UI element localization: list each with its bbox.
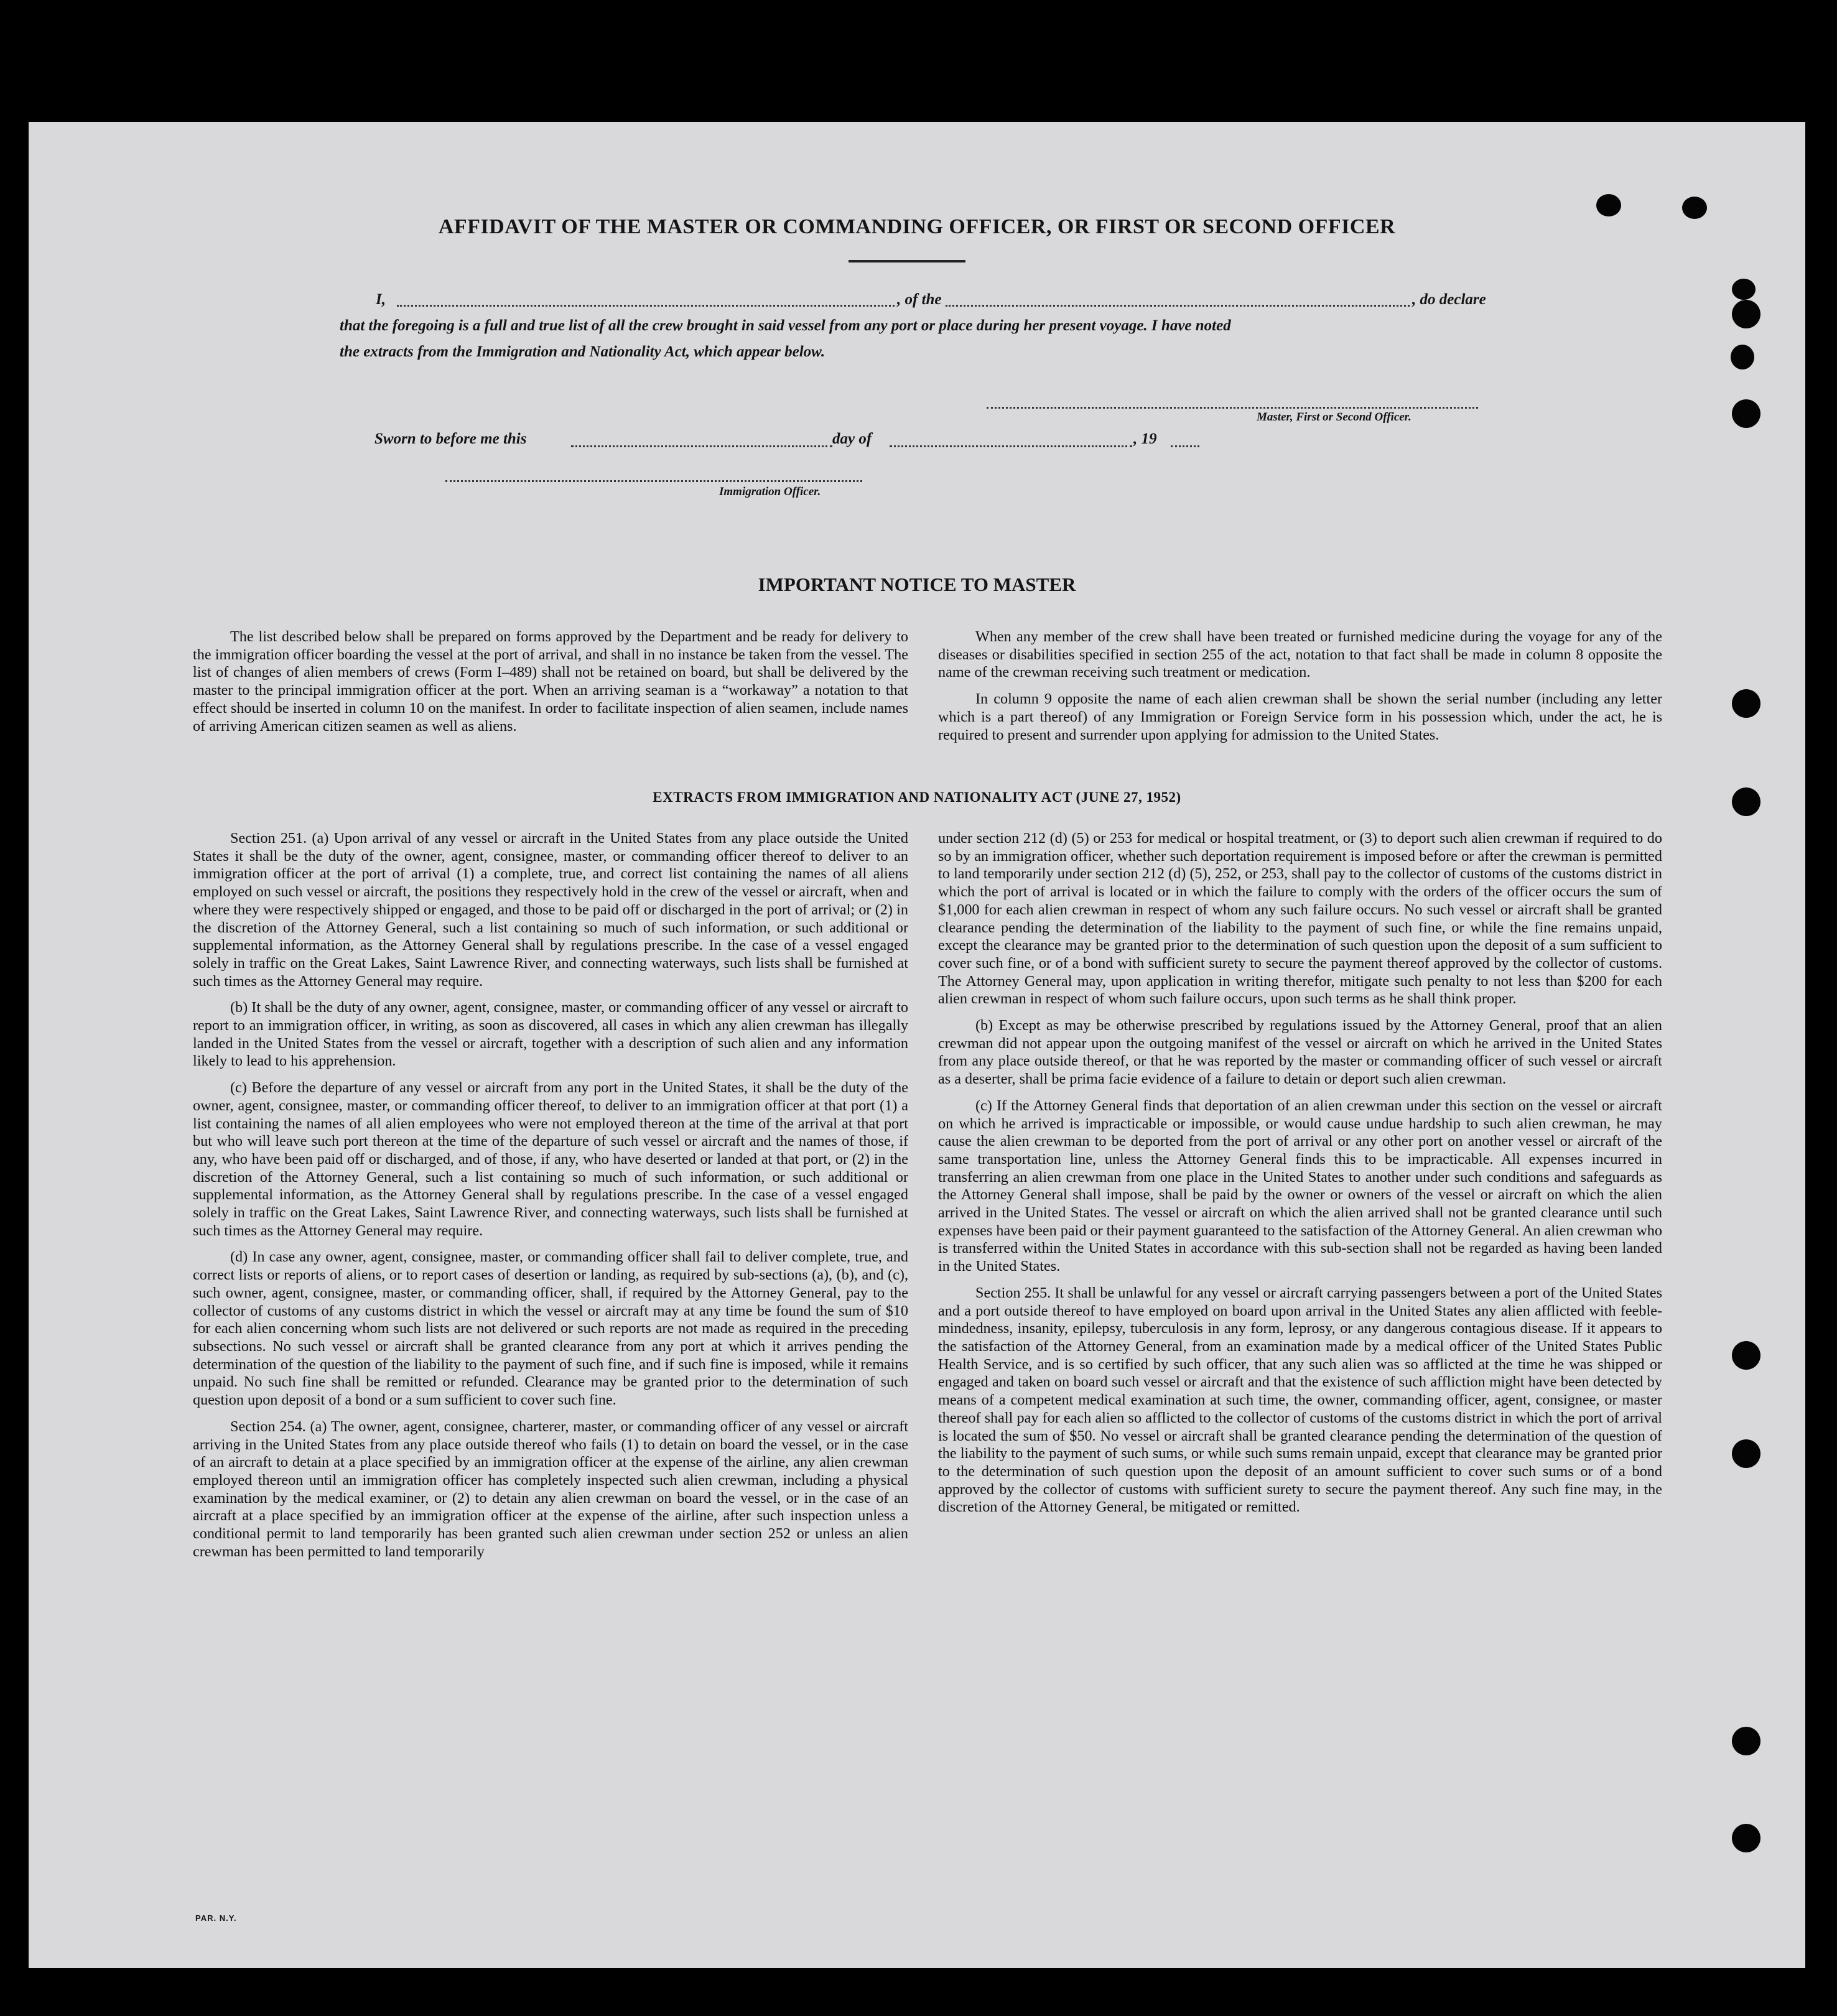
declaration-of-the-label: , of the [897, 291, 942, 308]
declaration-line-3: the extracts from the Immigration and Nationality Act, which appear below. [340, 343, 825, 360]
punch-hole [1732, 1824, 1760, 1852]
section-254-a: Section 254. (a) The owner, agent, consignee, charterer, master, or commanding officer of any vessel or aircraft arriving in the United States from any place outside thereof who fails (1) to detain on board the vessel, or in the case of an aircraft to detain at a place specified by an immigration officer at the expense of the airline, any alien crewman employed thereon until an immigration officer has completely inspected such alien crewman, including a physical examination by the medical examiner, or (2) to detain any alien crewman on board the vessel, or in the case of an aircraft at a place specified by an immigration officer at the expense of the airline, after such inspection unless a conditional permit to land temporarily has been granted such alien crewman under section 252 or unless an alien crewman has been permitted to land temporarily [193, 1418, 908, 1560]
section-254-a-continued: under section 212 (d) (5) or 253 for medical or hospital treatment, or (3) to deport such alien crewman if required to do so by an immigration officer, whether such deportation requirement is imposed before or after the crewman is permitted to land temporarily under section 212 (d) (5), 252, or 253, shall pay to the collector of customs of the customs district in which the port of arrival is located or in which the failure to comply with the orders of the officer occurs the sum of $1,000 for each alien crewman in respect of whom any such failure occurs. No such vessel or aircraft shall be granted clearance pending the determination of the liability to the payment of such fine, or while the fine remains unpaid, except the clearance may be granted prior to the determination of such question upon the deposit of a sum sufficient to cover such fine, or of a bond with sufficient surety to secure the payment thereof approved by the collector of customs. The Attorney General may, upon application in writing therefor, mitigate such penalty to not less than $200 for each alien crewman in respect of whom such failure occurs, upon such terms as he shall think proper. [938, 830, 1662, 1008]
punch-hole [1596, 194, 1621, 216]
section-255: Section 255. It shall be unlawful for any vessel or aircraft carrying passengers between a port of the United States and a port outside thereof to have employed on board upon arrival in the United States any alien afflicted with feeble-mindedness, insanity, epilepsy, tuberculosis in any form, leprosy, or any dangerous contagious disease. If it appears to the satisfaction of the Attorney General, from an examination made by a medical officer of the United States Public Health Service, and is so certified by such officer, that any such alien was so afflicted at the time he was shipped or engaged and taken on board such vessel or aircraft and that the existence of such affliction might have been detected by means of a competent medical examination at such time, the owner, commanding officer, agent, consignee, or master thereof shall pay for each alien so afflicted to the collector of customs of the customs district in which the port of arrival is located the sum of $50. No vessel or aircraft shall be granted clearance pending the determination of the question of the liability to the payment of such sums, or while such sums remain unpaid, except that clearance may be granted prior to the determination of such question upon the deposit of an amount sufficient to cover such sums or of a bond approved by the collector of customs with sufficient surety to secure the payment thereof. Any such fine may, in the discretion of the Attorney General, be mitigated or remitted. [938, 1284, 1662, 1516]
extracts-left-column [193, 830, 908, 1563]
section-251-b: (b) It shall be the duty of any owner, agent, consignee, master, or commanding officer of any vessel or aircraft to report to an immigration officer, in writing, as soon as discovered, all cases in which any alien crewman has illegally landed in the United States from the vessel or aircraft, together with a description of such alien and any information likely to lead to his apprehension. [193, 999, 908, 1070]
section-251-d: (d) In case any owner, agent, consignee, master, or commanding officer shall fail to deliver complete, true, and correct lists or reports of aliens, or to report cases of desertion or landing, as required by sub-sections (a), (b), and (c), such owner, agent, consignee, master, or commanding officer, shall, if required by the Attorney General, pay to the collector of customs of any customs district in which the vessel or aircraft may at any time be found the sum of $10 for each alien concerning whom such lists are not delivered or such reports are not made as required in the preceding subsections. No such vessel or aircraft shall be granted clearance from any port at which it arrives pending the determination of the question of the liability to the payment of such fine, and if such fine is imposed, while it remains unpaid. No such fine shall be remitted or refunded. Clearance may be granted prior to the determination of such question upon deposit of a bond or a sum sufficient to cover such fine. [193, 1248, 908, 1409]
day-of-label: day of [832, 430, 872, 447]
immigration-officer-signature-line[interactable] [445, 480, 862, 482]
punch-hole [1732, 1341, 1760, 1370]
sworn-year-field[interactable] [1171, 445, 1199, 447]
extracts-right-column [938, 830, 1662, 1518]
notice-right-column [938, 628, 1662, 746]
printer-mark: PAR. N.Y. [195, 1913, 237, 1923]
form-sheet [29, 122, 1805, 1968]
punch-hole [1732, 300, 1760, 328]
title-underline [849, 260, 965, 262]
master-name-field[interactable] [397, 305, 895, 307]
section-254-c: (c) If the Attorney General finds that deportation of an alien crewman under this section on the vessel or aircraft on which he arrived is impracticable or impossible, or would cause undue hardship to such alien crewman, he may cause the alien crewman to be deported from the port of arrival or any other port on another vessel or aircraft of the same transportation line, unless the Attorney General finds this to be impracticable. All expenses incurred in transferring an alien crewman from one place in the United States to another under such conditions and safeguards as the Attorney General shall impose, shall be paid by the owner or owners of the vessel or aircraft on which the alien arrived in the United States. The vessel or aircraft on which the alien arrived shall not be granted clearance until such expenses have been paid or their payment guaranteed to the satisfaction of the Attorney General. An alien crewman who is transferred within the United States in accordance with this sub-section shall not be regarded as having been landed in the United States. [938, 1097, 1662, 1275]
affidavit-title: AFFIDAVIT OF THE MASTER OR COMMANDING OFFICER, OR FIRST OR SECOND OFFICER [438, 215, 1396, 238]
notice-right-paragraph: In column 9 opposite the name of each alien crewman shall be shown the serial number (including any letter which is a part thereof) of any Immigration or Foreign Service form in his possession which, under the act, he is required to present and surrender upon applying for admission to the United States. [938, 690, 1662, 743]
declaration-do-declare-label: , do declare [1412, 291, 1486, 308]
section-251-c: (c) Before the departure of any vessel or aircraft from any port in the United States, it shall be the duty of the owner, agent, consignee, master, or commanding officer thereof, to deliver to an immigration officer at that port (1) a list containing the names of all alien employees who were not employed thereon at the time of the arrival at that port but who will leave such port thereon at the time of the departure of such vessel or aircraft and the names of those, if any, who have been paid off or discharged, and of those, if any, who have deserted or landed at that port, or (2) in the discretion of the Attorney General, such a list containing so much of such information, or such additional or supplemental information, as the Attorney General shall by regulations prescribe. In the case of a vessel engaged solely in traffic on the Great Lakes, Saint Lawrence River, and connecting waterways, such lists shall be furnished at such times as the Attorney General may require. [193, 1079, 908, 1239]
punch-hole [1732, 399, 1760, 428]
notice-left-column [193, 628, 908, 737]
declaration-line-2: that the foregoing is a full and true list of all the crew brought in said vessel from any port or place during her present voyage. I have noted [340, 317, 1231, 334]
punch-hole [1731, 345, 1754, 369]
vessel-name-field[interactable] [946, 305, 1410, 307]
section-251-a: Section 251. (a) Upon arrival of any vessel or aircraft in the United States from any place outside the United States it shall be the duty of the owner, agent, consignee, master, or commanding officer thereof to deliver to an immigration officer at the port of arrival (1) a complete, true, and correct list containing the names of all aliens employed on such vessel or aircraft, the positions they respectively hold in the crew of the vessel or aircraft, when and where they were respectively shipped or engaged, and those to be paid off or discharged in the port of arrival; or (2) in the discretion of the Attorney General, such a list containing so much of such information, or such additional or supplemental information, as the Attorney General shall by regulations prescribe. In the case of a vessel engaged solely in traffic on the Great Lakes, Saint Lawrence River, and connecting waterways, such lists shall be furnished at such times as the Attorney General may require. [193, 830, 908, 990]
notice-left-paragraph: The list described below shall be prepared on forms approved by the Department and be ready for delivery to the immigration officer boarding the vessel at the port of arrival, and shall in no instance be taken from the vessel. The list of changes of alien members of crews (Form I–489) shall not be retained on board, but shall be delivered by the master to the principal immigration officer at the port. When an arriving seaman is a “workaway” a notation to that effect should be inserted in column 10 on the manifest. In order to facilitate inspection of alien seamen, include names of arriving American citizen seamen as well as aliens. [193, 628, 908, 735]
immigration-officer-caption: Immigration Officer. [719, 485, 821, 498]
punch-hole [1732, 1727, 1760, 1755]
punch-hole [1732, 279, 1756, 300]
sworn-month-field[interactable] [890, 445, 1132, 447]
extracts-title: EXTRACTS FROM IMMIGRATION AND NATIONALITY ACT (JUNE 27, 1952) [653, 789, 1181, 805]
notice-title: IMPORTANT NOTICE TO MASTER [758, 574, 1076, 595]
master-signature-line[interactable] [987, 407, 1478, 409]
section-254-b: (b) Except as may be otherwise prescribed by regulations issued by the Attorney General, proof that an alien crewman did not appear upon the outgoing manifest of the vessel or aircraft on which he arrived in the United States from any place outside thereof, or that he was reported by the master or commanding officer of such vessel or aircraft as a deserter, shall be prima facie evidence of a failure to detain or deport such alien crewman. [938, 1017, 1662, 1088]
punch-hole [1732, 689, 1760, 718]
sworn-label: Sworn to before me this [374, 430, 527, 447]
declaration-i-label: I, [376, 291, 386, 308]
notice-right-paragraph: When any member of the crew shall have been treated or furnished medicine during the voyage for any of the diseases or disabilities specified in section 255 of the act, notation to that fact shall be made in column 8 opposite the name of the crewman receiving such treatment or medication. [938, 628, 1662, 681]
year-label: , 19 [1133, 430, 1157, 447]
punch-hole [1732, 1439, 1760, 1468]
sworn-day-field[interactable] [571, 445, 832, 447]
master-signature-caption: Master, First or Second Officer. [1257, 411, 1411, 424]
